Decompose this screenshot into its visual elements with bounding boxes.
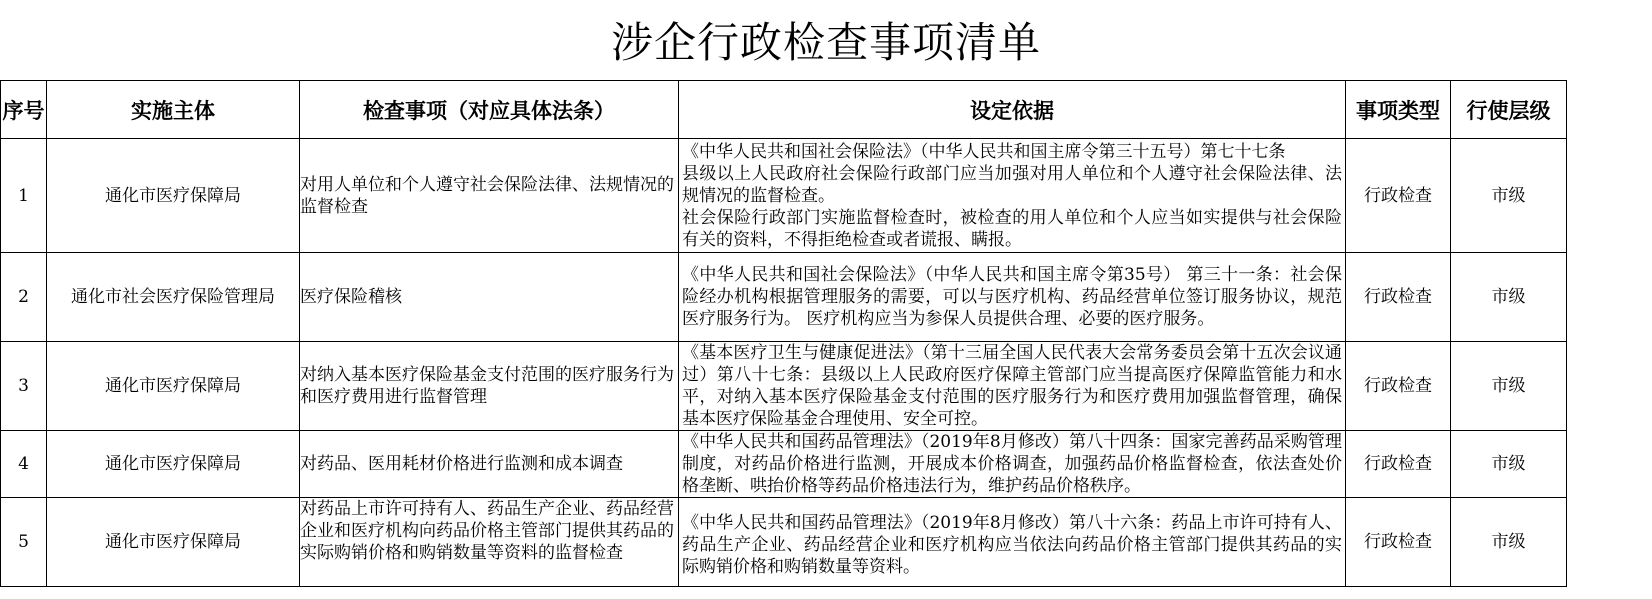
row-level: 市级 <box>1451 342 1567 431</box>
row-subject: 通化市医疗保障局 <box>47 498 300 587</box>
row-subject: 通化市社会医疗保险管理局 <box>47 253 300 342</box>
header-row <box>1 81 1567 139</box>
row-item: 对药品上市许可持有人、药品生产企业、药品经营企业和医疗机构向药品价格主管部门提供其药品的实际购销价格和购销数量等资料的监督检查 <box>300 498 679 587</box>
header-type: 事项类型 <box>1346 81 1451 139</box>
row-level: 市级 <box>1451 139 1567 253</box>
row-index: 5 <box>1 498 47 587</box>
basis-line: 《中华人民共和国药品管理法》（2019年8月修改）第八十六条：药品上市许可持有人、药品生产企业、药品经营企业和医疗机构应当依法向药品价格主管部门提供其药品的实际购销价格和购销数量等资料。 <box>682 513 1342 577</box>
row-index: 1 <box>1 139 47 253</box>
row-type: 行政检查 <box>1346 342 1451 431</box>
row-basis <box>679 253 1346 342</box>
row-level: 市级 <box>1451 498 1567 587</box>
row-item: 对纳入基本医疗保险基金支付范围的医疗服务行为和医疗费用进行监督管理 <box>300 342 679 431</box>
row-item: 对用人单位和个人遵守社会保险法律、法规情况的监督检查 <box>300 139 679 253</box>
row-subject: 通化市医疗保障局 <box>47 431 300 498</box>
table-row <box>1 253 1567 342</box>
table-row <box>1 139 1567 253</box>
basis-line: 县级以上人民政府社会保险行政部门应当加强对用人单位和个人遵守社会保险法律、法规情况的监督检查。 <box>682 163 1342 206</box>
row-basis <box>679 498 1346 587</box>
row-type: 行政检查 <box>1346 498 1451 587</box>
row-type: 行政检查 <box>1346 253 1451 342</box>
row-type: 行政检查 <box>1346 139 1451 253</box>
header-index: 序号 <box>1 81 47 139</box>
row-subject: 通化市医疗保障局 <box>47 342 300 431</box>
row-level: 市级 <box>1451 253 1567 342</box>
table-row <box>1 498 1567 587</box>
row-item: 医疗保险稽核 <box>300 253 679 342</box>
basis-line: 社会保险行政部门实施监督检查时，被检查的用人单位和个人应当如实提供与社会保险有关的资料，不得拒绝检查或者谎报、瞒报。 <box>682 207 1342 250</box>
row-index: 3 <box>1 342 47 431</box>
row-subject: 通化市医疗保障局 <box>47 139 300 253</box>
row-item: 对药品、医用耗材价格进行监测和成本调查 <box>300 431 679 498</box>
table-row <box>1 431 1567 498</box>
basis-line: 《中华人民共和国社会保险法》（中华人民共和国主席令第35号） 第三十一条：社会保险经办机构根据管理服务的需要，可以与医疗机构、药品经营单位签订服务协议，规范医疗服务行为。 医疗机构应当为参保人员提供合理、必要的医疗服务。 <box>682 265 1342 329</box>
row-level: 市级 <box>1451 431 1567 498</box>
row-type: 行政检查 <box>1346 431 1451 498</box>
inspection-table <box>0 80 1567 587</box>
header-basis: 设定依据 <box>679 81 1346 139</box>
row-index: 2 <box>1 253 47 342</box>
header-item: 检查事项（对应具体法条） <box>300 81 679 139</box>
basis-line: 《基本医疗卫生与健康促进法》（第十三届全国人民代表大会常务委员会第十五次会议通过）第八十七条：县级以上人民政府医疗保障主管部门应当提高医疗保障监管能力和水平，对纳入基本医疗保险基金支付范围的医疗服务行为和医疗费用加强监督管理，确保基本医疗保险基金合理使用、安全可控。 <box>682 343 1342 429</box>
page-title: 涉企行政检查事项清单 <box>610 18 1041 67</box>
header-level: 行使层级 <box>1451 81 1567 139</box>
row-basis <box>679 342 1346 431</box>
row-basis <box>679 139 1346 253</box>
basis-line: 《中华人民共和国社会保险法》（中华人民共和国主席令第三十五号）第七十七条 <box>682 141 1286 162</box>
row-basis <box>679 431 1346 498</box>
table-row <box>1 342 1567 431</box>
header-subject: 实施主体 <box>47 81 300 139</box>
row-index: 4 <box>1 431 47 498</box>
basis-line: 《中华人民共和国药品管理法》（2019年8月修改）第八十四条：国家完善药品采购管理制度，对药品价格进行监测，开展成本价格调查，加强药品价格监督检查，依法查处价格垄断、哄抬价格等药品价格违法行为，维护药品价格秩序。 <box>682 432 1342 496</box>
